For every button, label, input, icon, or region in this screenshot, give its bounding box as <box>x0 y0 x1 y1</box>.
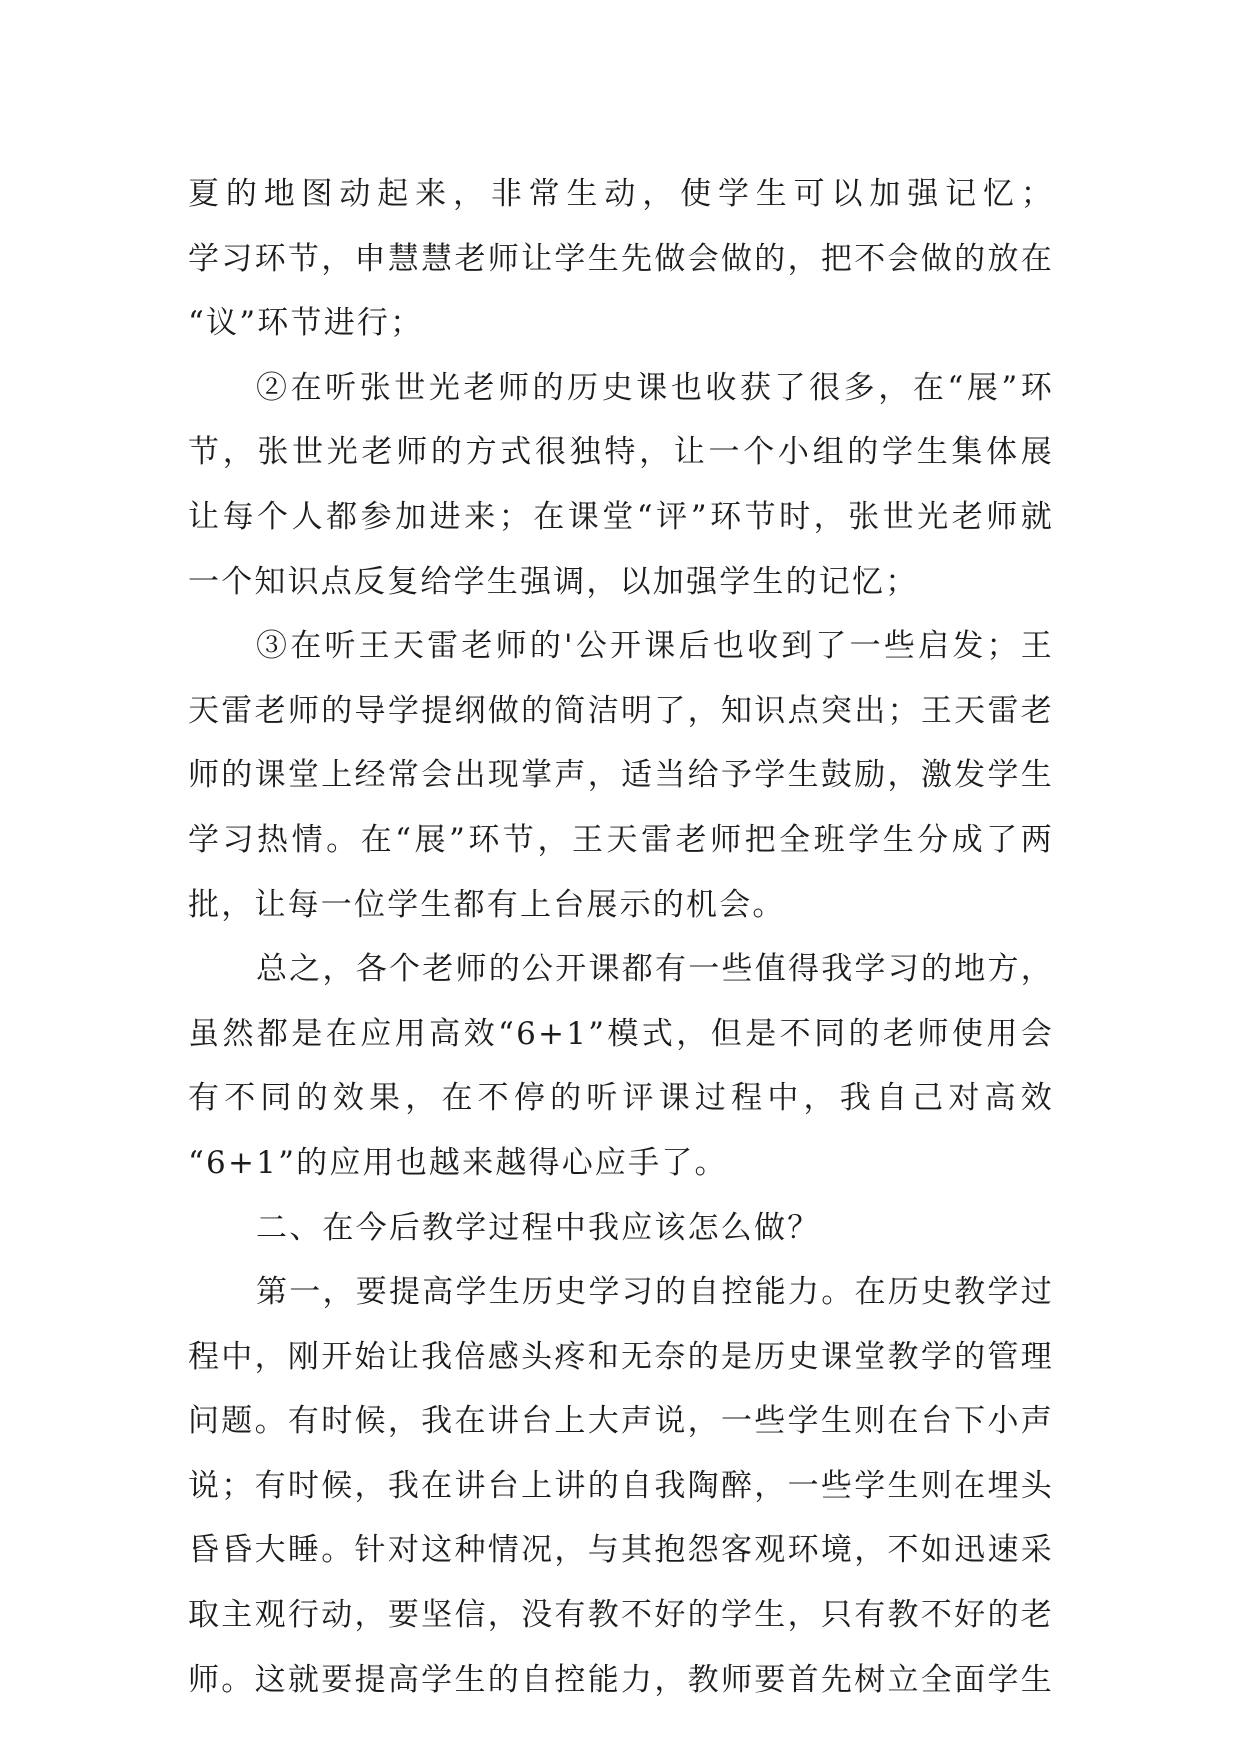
text-line: 总之，各个老师的公开课都有一些值得我学习的地方， <box>256 951 1054 988</box>
text-line: “6+1”的应用也越来越得心应手了。 <box>188 1144 728 1181</box>
text-line: 说；有时候，我在讲台上讲的自我陶醉，一些学生则在埋头 <box>188 1467 1054 1504</box>
text-line: 问题。有时候，我在讲台上大声说，一些学生则在台下小声 <box>188 1403 1054 1440</box>
text-line: 一个知识点反复给学生强调，以加强学生的记忆； <box>188 563 919 600</box>
text-line: “议”环节进行； <box>188 305 424 342</box>
text-line: 师的课堂上经常会出现掌声，适当给予学生鼓励，激发学生 <box>188 757 1054 794</box>
text-line: 有不同的效果，在不停的听评课过程中，我自己对高效 <box>188 1080 1054 1117</box>
text-line: 昏昏大睡。针对这种情况，与其抱怨客观环境，不如迅速采 <box>188 1532 1054 1569</box>
text-line: 二、在今后教学过程中我应该怎么做？ <box>256 1209 821 1246</box>
document-body <box>188 162 1054 1712</box>
text-line: 学习环节，申慧慧老师让学生先做会做的，把不会做的放在 <box>188 240 1054 277</box>
text-line: 师。这就要提高学生的自控能力，教师要首先树立全面学生 <box>188 1661 1054 1698</box>
text-line: 虽然都是在应用高效“6+1”模式，但是不同的老师使用会 <box>188 1015 1054 1052</box>
text-line: 让每个人都参加进来；在课堂“评”环节时，张世光老师就 <box>188 498 1054 535</box>
text-line: ③在听王天雷老师的'公开课后也收到了一些启发；王 <box>256 628 1054 665</box>
text-line: 程中，刚开始让我倍感头疼和无奈的是历史课堂教学的管理 <box>188 1338 1054 1375</box>
text-line: 天雷老师的导学提纲做的简洁明了，知识点突出；王天雷老 <box>188 692 1054 729</box>
text-line: 第一，要提高学生历史学习的自控能力。在历史教学过 <box>256 1274 1054 1311</box>
text-line: 学习热情。在“展”环节，王天雷老师把全班学生分成了两 <box>188 821 1054 858</box>
text-line: 节，张世光老师的方式很独特，让一个小组的学生集体展 <box>188 434 1054 471</box>
text-line: 批，让每一位学生都有上台展示的机会。 <box>188 886 786 923</box>
text-line: 取主观行动，要坚信，没有教不好的学生，只有教不好的老 <box>188 1597 1054 1634</box>
text-line: ②在听张世光老师的历史课也收获了很多，在“展”环 <box>256 369 1054 406</box>
text-line: 夏的地图动起来，非常生动，使学生可以加强记忆； <box>188 176 1054 212</box>
